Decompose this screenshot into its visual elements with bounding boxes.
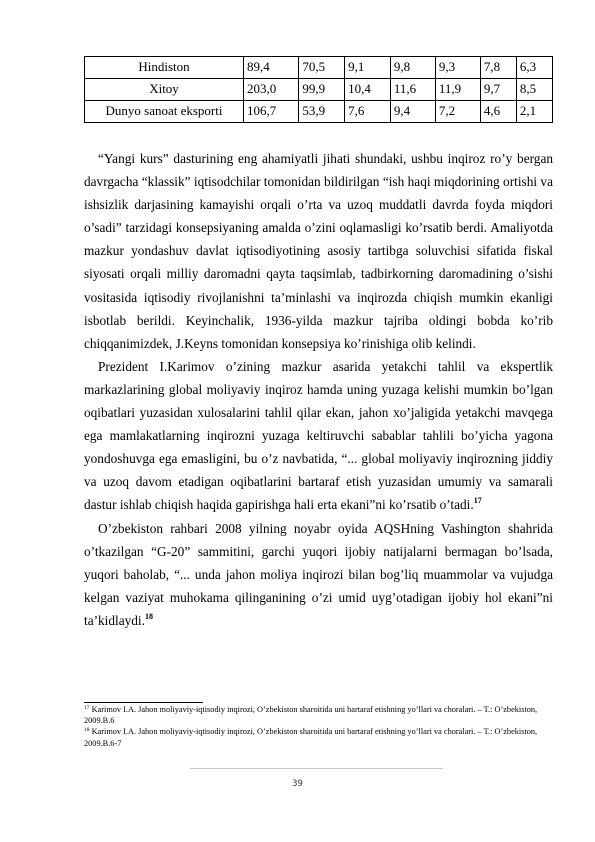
value-cell: 53,9 bbox=[299, 101, 345, 123]
table-row bbox=[85, 79, 553, 101]
value-cell: 9,3 bbox=[435, 57, 480, 79]
footnote bbox=[84, 726, 553, 748]
footnote-number: 17 bbox=[84, 705, 90, 711]
footnote-divider bbox=[84, 702, 203, 703]
value-cell: 203,0 bbox=[244, 79, 299, 101]
value-cell: 9,1 bbox=[345, 57, 391, 79]
paragraph bbox=[84, 355, 553, 517]
footnote-number: 18 bbox=[84, 727, 90, 734]
value-cell: 7,6 bbox=[345, 101, 391, 123]
page-number: 39 bbox=[292, 779, 303, 789]
value-cell: 4,6 bbox=[480, 101, 516, 123]
value-cell: 9,7 bbox=[480, 79, 516, 101]
value-cell: 70,5 bbox=[299, 57, 345, 79]
value-cell: 10,4 bbox=[345, 79, 391, 101]
paragraph-text: “Yangi kurs” dasturining eng ahamiyatli jihati shundaki, ushbu inqiroz ro’y bergan davrgacha “klassik” iqtisodchilar tomonidan bildirilgan “ish haqi miqdorining ortishi va ishsizlik darjasining kamayishi orqali o’rta va uzoq muddatli davrda foyda miqdori o’sadi” tarzidagi konsepsiyaning amalda o’zini oqlamasligi ko’rsatib berdi. Amaliyotda mazkur yondashuv davlat iqtisodiyotining asosiy tartibga soluvchisi sifatida fiskal siyosati orqali milliy daromadni qayta taqsimlab, tadbirkorning daromadining o’sishi vositasida iqtisodiy rivojlanishni ta’minlashi va inqirozda chiqish mumkin ekanligi isbotlab berildi. Keyinchalik, 1936-yilda mazkur tajriba oldingi bobda ko’rib chiqqanimizdek, J.Keyns tomonidan konsepsiya ko’rinishiga olib kelindi. bbox=[84, 151, 553, 351]
country-cell: Dunyo sanoat eksporti bbox=[85, 101, 244, 123]
value-cell: 11,9 bbox=[435, 79, 480, 101]
footnote-text: Karimov I.A. Jahon moliyaviy-iqtisodiy inqirozi, O’zbekiston sharoitida uni bartaraf etishning yo’llari va choralari. – T.: O’zbekiston, 2009.B.6-7 bbox=[84, 727, 538, 748]
footnote-ref[interactable]: 17 bbox=[473, 496, 482, 506]
value-cell: 9,8 bbox=[390, 57, 435, 79]
footnotes bbox=[84, 704, 553, 749]
paragraph bbox=[84, 517, 553, 632]
footnote-text: Karimov I.A. Jahon moliyaviy-iqtisodiy inqirozi, O’zbekiston sharoitida uni bartaraf etishning yo’llari va choralari. – T.: O’zbekiston, 2009.B.6 bbox=[84, 705, 538, 726]
paragraph-text: O’zbekiston rahbari 2008 yilning noyabr oyida AQSHning Vashington shahrida o’tkazilgan “G-20” sammitini, garchi yuqori ijobiy natijalarni bermagan bo’lsada, yuqori baholab, “... unda jahon moliya inqirozi bilan bog’liq muammolar va vujudga kelgan vaziyat muhokama qilinganining o’zi umid uyg’otadigan ijobiy hol ekani”ni ta’kidlaydi. bbox=[84, 520, 553, 628]
table-row bbox=[85, 57, 553, 79]
value-cell: 11,6 bbox=[390, 79, 435, 101]
value-cell: 7,2 bbox=[435, 101, 480, 123]
value-cell: 106,7 bbox=[244, 101, 299, 123]
table-row bbox=[85, 101, 553, 123]
value-cell: 2,1 bbox=[516, 101, 552, 123]
paragraph-text: Prezident I.Karimov o’zining mazkur asarida yetakchi tahlil va ekspertlik markazlarining global moliyaviy inqiroz hamda uning yuzaga kelishi mumkin bo’lgan oqibatlari yuzasidan xulosalarini tahlil qilar ekan, jahon xo’jaligida yetakchi mavqega ega mamlakatlarning inqirozni yuzaga keltiruvchi sabablar tahlili bo’yicha yagona yondoshuvga ega emasligini, bu o’z navbatida, “... global moliyaviy inqirozning jiddiy va uzoq davom etadigan oqibatlarini bartaraf etish yuzasidan umumiy va samarali dastur ishlab chiqish haqida gapirishga hali erta ekani”ni ko’rsatib o’tadi. bbox=[84, 358, 553, 513]
value-cell: 6,3 bbox=[516, 57, 552, 79]
value-cell: 89,4 bbox=[244, 57, 299, 79]
value-cell: 9,4 bbox=[390, 101, 435, 123]
statistics-table bbox=[84, 56, 553, 123]
page-footer-divider bbox=[190, 768, 443, 769]
value-cell: 8,5 bbox=[516, 79, 552, 101]
value-cell: 99,9 bbox=[299, 79, 345, 101]
paragraph bbox=[84, 147, 553, 355]
footnote-ref[interactable]: 18 bbox=[144, 611, 153, 621]
body-text bbox=[84, 147, 553, 632]
country-cell: Xitoy bbox=[85, 79, 244, 101]
footnote bbox=[84, 704, 553, 726]
country-cell: Hindiston bbox=[85, 57, 244, 79]
value-cell: 7,8 bbox=[480, 57, 516, 79]
